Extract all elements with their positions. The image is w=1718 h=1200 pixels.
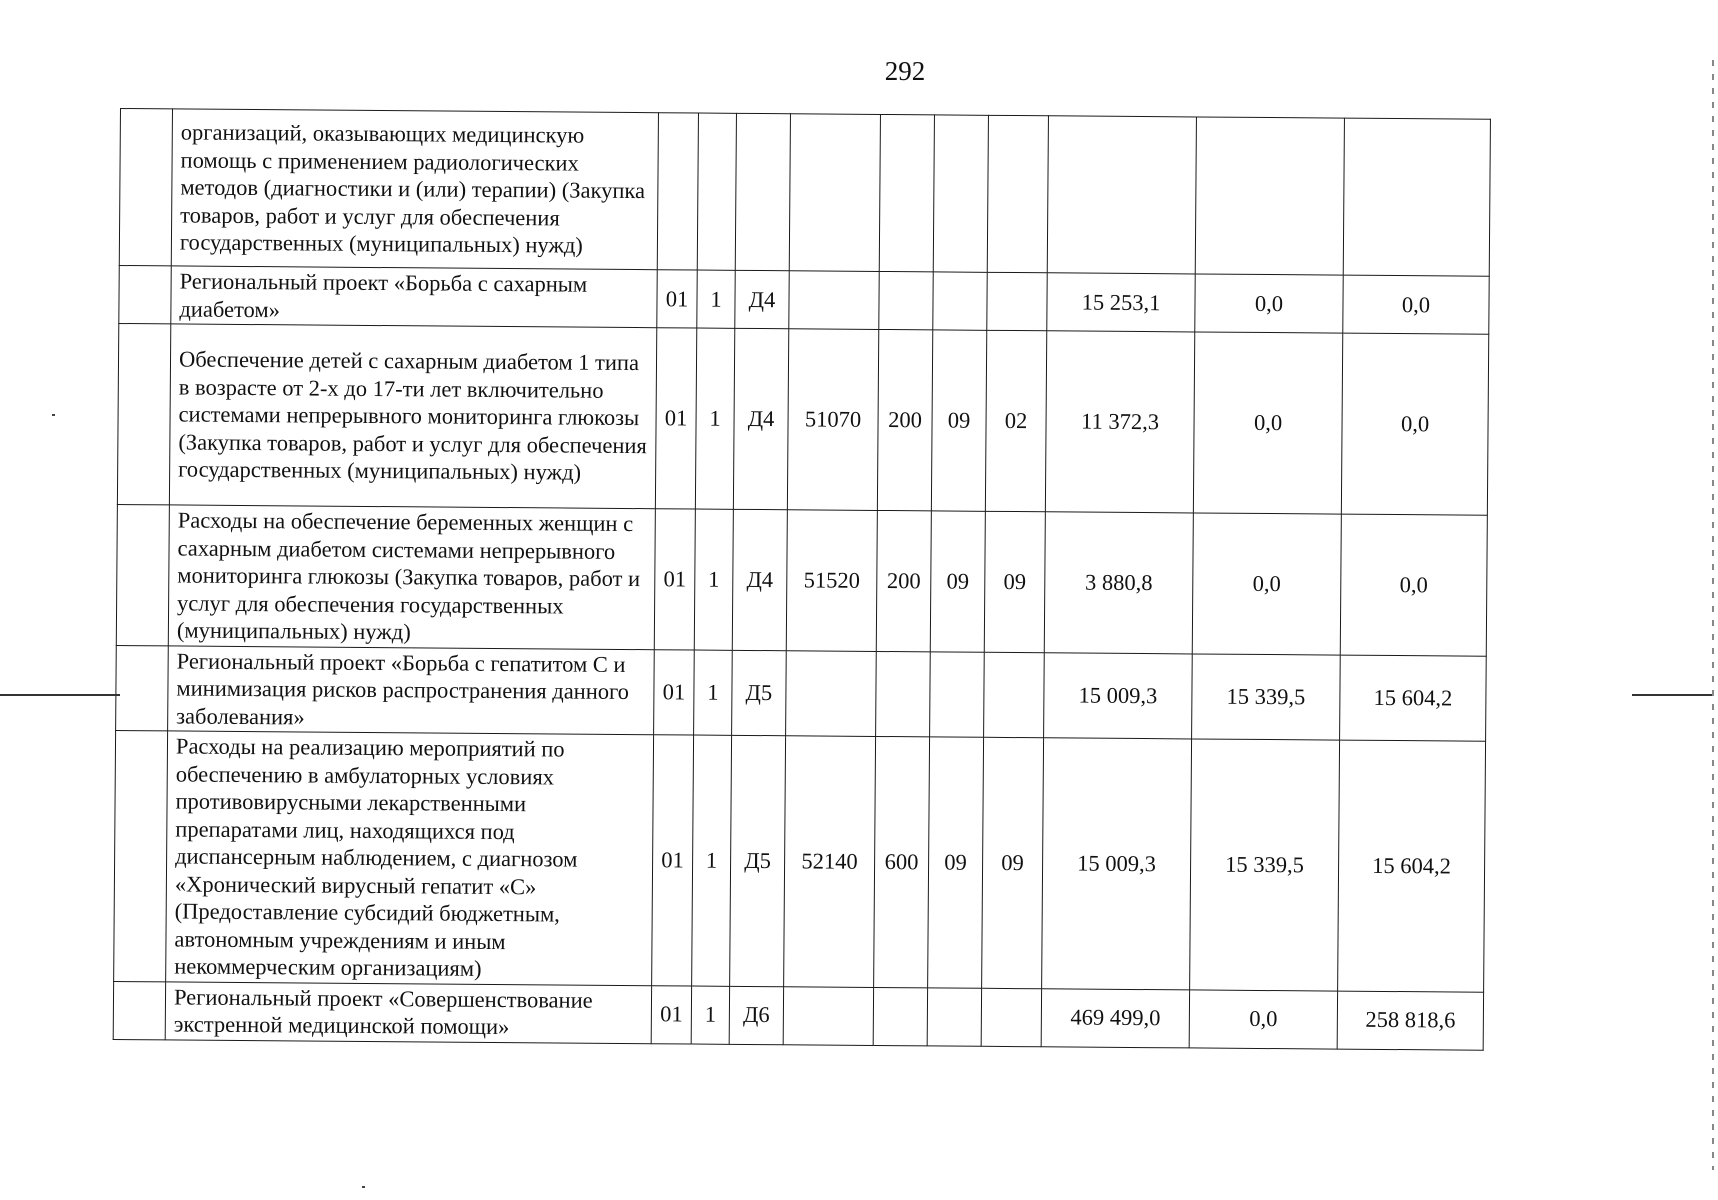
description-cell: Региональный проект «Борьба с сахарным диабетом»	[171, 266, 657, 328]
expense-type-cell: 200	[877, 329, 932, 510]
amount-year2-cell: 0,0	[1189, 989, 1337, 1048]
amount-year3-cell: 0,0	[1340, 514, 1487, 656]
amount-year3-cell: 258 818,6	[1337, 991, 1483, 1050]
amount-year1-cell: 15 009,3	[1044, 652, 1193, 739]
amount-year3-cell: 15 604,2	[1338, 740, 1486, 992]
budget-table	[113, 108, 1491, 1050]
program-code-cell: 01	[654, 649, 695, 735]
subprogram-code-cell	[697, 113, 736, 270]
direction-code-cell: 51070	[787, 329, 878, 511]
subprogram-code-cell: 1	[695, 328, 734, 509]
row-number-cell	[119, 109, 172, 266]
row-number-cell	[116, 645, 169, 731]
subsection-cell: 02	[985, 330, 1046, 511]
expense-type-cell: 600	[874, 736, 930, 987]
project-code-cell: Д4	[735, 270, 789, 328]
direction-code-cell	[789, 114, 880, 272]
description-cell: Региональный проект «Совершенствование экстренной медицинской помощи»	[165, 981, 651, 1043]
description-cell: Расходы на реализацию мероприятий по обеспечению в амбулаторных условиях противовирусными лекарственными препаратами лиц, находящихся под диспансерным наблюдением, с диагнозом «Хронический вирусный гепатит «С» (Предоставление субсидий бюджетным, автономным учреждениям и иным некоммерческим организациям)	[166, 731, 654, 985]
project-code-cell	[735, 113, 790, 270]
program-code-cell: 01	[654, 509, 695, 650]
project-code-cell: Д5	[730, 735, 786, 986]
amount-year3-cell	[1343, 118, 1490, 276]
amount-year2-cell: 15 339,5	[1190, 739, 1340, 991]
description-cell: организаций, оказывающих медицинскую помощь с применением радиологических методов (диагностики и (или) терапии) (Закупка товаров, работ и услуг для обеспечения государственных (муниципальных) нужд)	[171, 109, 658, 270]
amount-year2-cell: 15 339,5	[1192, 653, 1341, 740]
section-cell	[927, 987, 981, 1045]
section-cell: 09	[931, 330, 986, 511]
description-cell: Расходы на обеспечение беременных женщин с сахарным диабетом системами непрерывного мониторинга глюкозы (Закупка товаров, работ и услуг для обеспечения государственных (муниципальных) нужд)	[168, 505, 655, 649]
expense-type-cell	[876, 651, 931, 737]
direction-code-cell	[789, 271, 879, 330]
expense-type-cell: 200	[876, 510, 931, 651]
subprogram-code-cell: 1	[694, 650, 733, 736]
section-cell	[933, 272, 987, 330]
subprogram-code-cell: 1	[694, 509, 733, 650]
project-code-cell: Д4	[733, 328, 788, 509]
subsection-cell	[987, 272, 1047, 330]
section-cell: 09	[928, 737, 984, 988]
amount-year1-cell: 15 253,1	[1047, 273, 1195, 332]
project-code-cell: Д6	[729, 986, 783, 1044]
amount-year3-cell: 15 604,2	[1340, 655, 1487, 742]
scan-page-edge	[1712, 60, 1714, 1170]
section-cell	[933, 115, 988, 272]
section-cell: 09	[930, 511, 985, 652]
direction-code-cell	[786, 650, 877, 736]
amount-year3-cell: 0,0	[1343, 275, 1489, 334]
table-row	[116, 504, 1487, 655]
table-row	[117, 323, 1488, 515]
description-cell: Обеспечение детей с сахарным диабетом 1 типа в возрасте от 2-х до 17-ти лет включительно системами непрерывного мониторинга глюкозы (Закупка товаров, работ и услуг для обеспечения государственных (муниципальных) нужд)	[169, 324, 656, 509]
table-row	[116, 645, 1487, 741]
subsection-cell	[984, 652, 1045, 738]
subsection-cell: 09	[982, 737, 1044, 988]
program-code-cell: 01	[652, 735, 694, 986]
scan-artifact-line-right	[1632, 694, 1712, 696]
amount-year3-cell: 0,0	[1341, 333, 1488, 515]
direction-code-cell: 52140	[784, 736, 876, 987]
program-code-cell: 01	[655, 328, 696, 509]
description-cell: Региональный проект «Борьба с гепатитом С и минимизация рисков распространения данного заболевания»	[168, 645, 655, 734]
amount-year1-cell: 469 499,0	[1041, 988, 1189, 1047]
subprogram-code-cell: 1	[697, 270, 735, 328]
scan-speck	[362, 1186, 365, 1188]
amount-year1-cell: 15 009,3	[1042, 738, 1192, 990]
table-row	[114, 730, 1486, 991]
expense-type-cell	[879, 271, 933, 329]
row-number-cell	[113, 981, 165, 1039]
page-number: 292	[884, 56, 926, 86]
table-row	[119, 265, 1489, 334]
program-code-cell: 01	[651, 985, 691, 1043]
row-number-cell	[116, 504, 169, 645]
project-code-cell: Д5	[732, 650, 787, 736]
subprogram-code-cell: 1	[692, 735, 732, 986]
subsection-cell	[981, 988, 1041, 1046]
amount-year2-cell	[1195, 117, 1344, 275]
project-code-cell: Д4	[732, 509, 787, 650]
table-row	[119, 109, 1490, 277]
amount-year2-cell: 0,0	[1192, 513, 1341, 655]
subsection-cell: 09	[984, 511, 1045, 652]
row-number-cell	[119, 265, 171, 323]
direction-code-cell: 51520	[786, 510, 877, 651]
direction-code-cell	[783, 986, 873, 1045]
program-code-cell: 01	[657, 270, 697, 328]
row-number-cell	[114, 730, 168, 981]
subprogram-code-cell: 1	[691, 986, 729, 1044]
expense-type-cell	[873, 987, 927, 1045]
amount-year2-cell: 0,0	[1193, 332, 1342, 514]
amount-year1-cell: 11 372,3	[1045, 331, 1194, 513]
amount-year1-cell	[1047, 116, 1196, 274]
scan-speck	[52, 414, 55, 416]
table-row	[113, 981, 1483, 1050]
section-cell	[930, 651, 985, 737]
row-number-cell	[117, 323, 170, 504]
subsection-cell	[987, 115, 1048, 272]
amount-year1-cell: 3 880,8	[1044, 512, 1193, 654]
expense-type-cell	[879, 114, 934, 271]
amount-year2-cell: 0,0	[1195, 274, 1343, 333]
program-code-cell	[657, 113, 698, 270]
scan-artifact-line-left	[0, 694, 120, 696]
